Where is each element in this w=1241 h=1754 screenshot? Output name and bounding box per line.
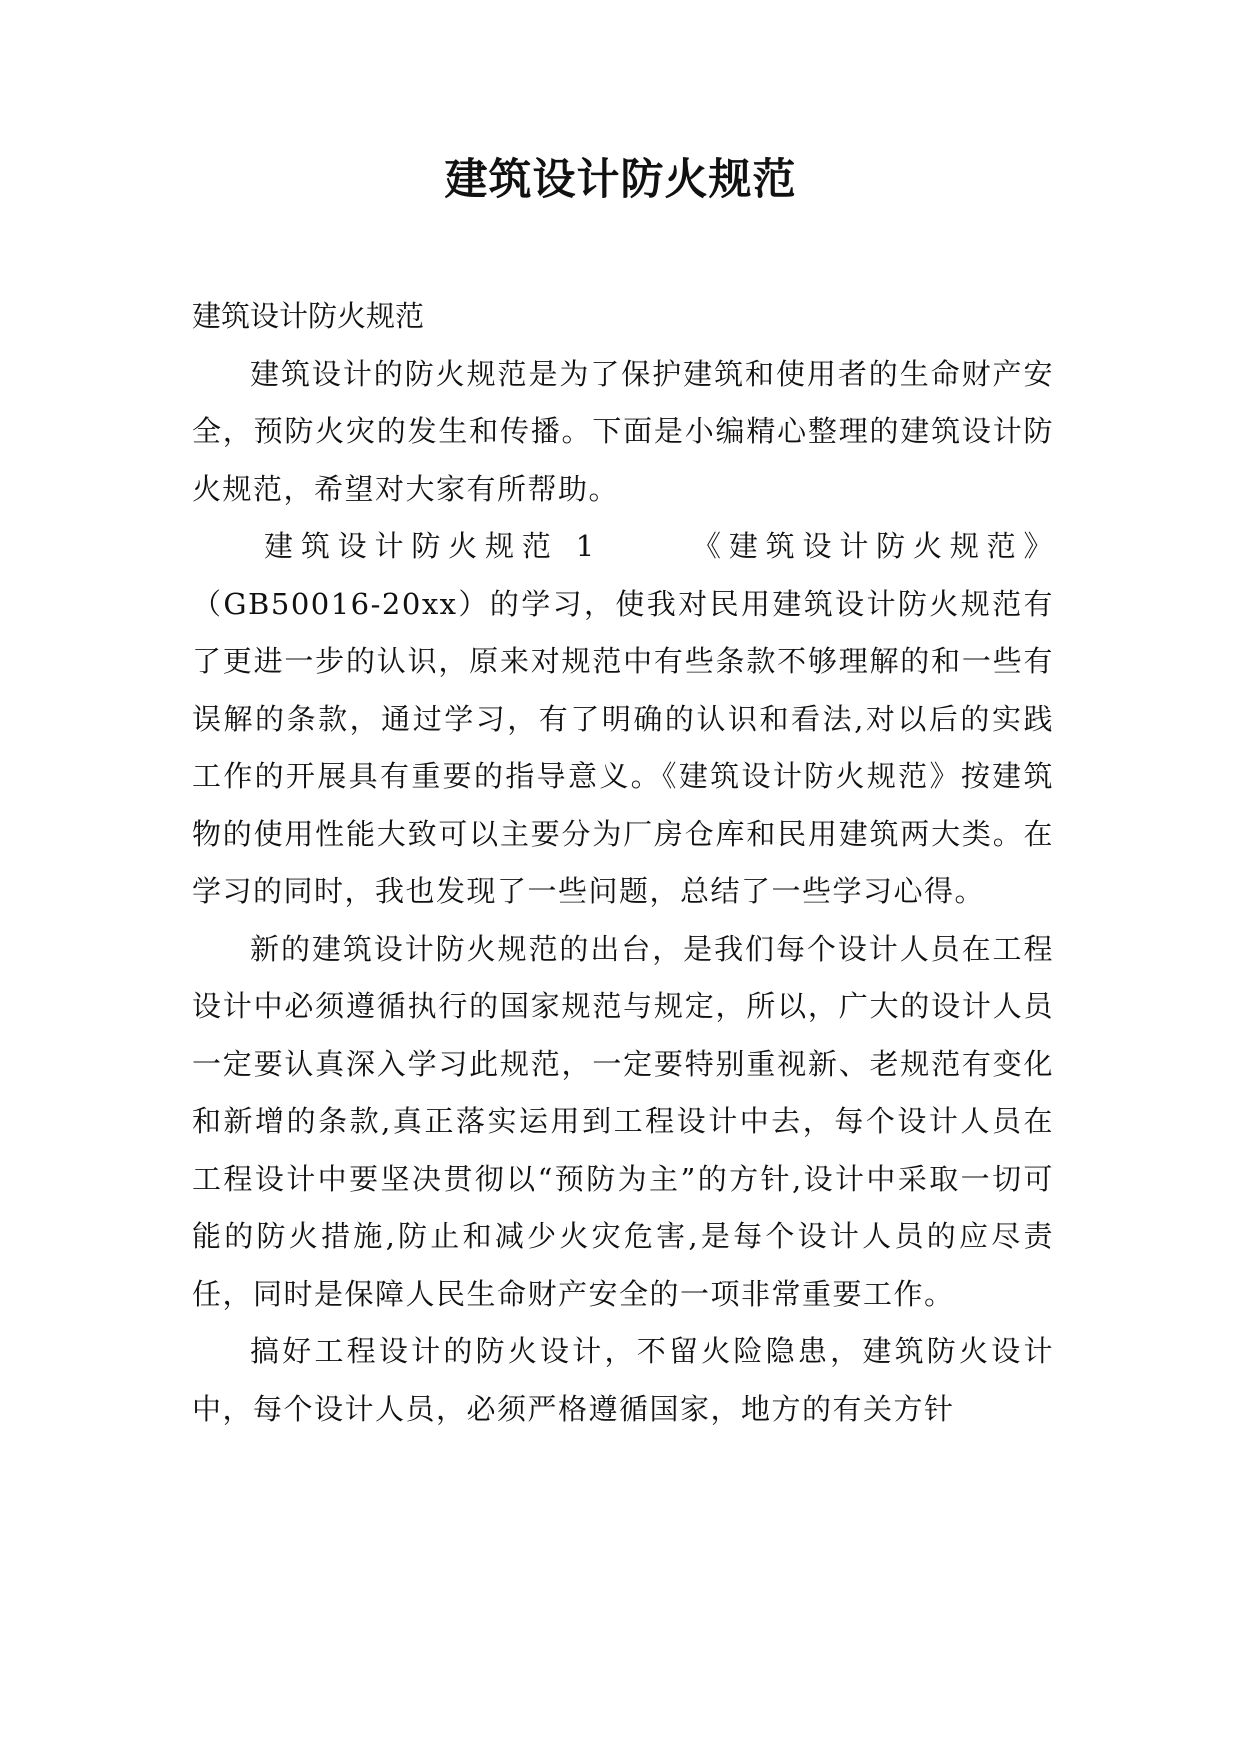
document-title: 建筑设计防火规范 bbox=[444, 155, 797, 205]
document-body bbox=[192, 288, 1054, 1438]
section-1-heading: 建筑设计防火规范 1 bbox=[264, 529, 596, 563]
body-paragraph-3: 搞好工程设计的防火设计，不留火险隐患，建筑防火设计中，每个设计人员，必须严格遵循国家，地方的有关方针 bbox=[192, 1334, 1054, 1426]
document-subtitle: 建筑设计防火规范 bbox=[192, 299, 425, 333]
section-1-text: 《建筑设计防火规范》（GB50016-20xx）的学习，使我对民用建筑设计防火规范有了更进一步的认识，原来对规范中有些条款不够理解的和一些有误解的条款，通过学习，有了明确的认识和看法,对以后的实践工作的开展具有重要的指导意义。《建筑设计防火规范》按建筑物的使用性能大致可以主要分为厂房仓库和民用建筑两大类。在学习的同时，我也发现了一些问题，总结了一些学习心得。 bbox=[192, 529, 1054, 908]
body-paragraph-2: 新的建筑设计防火规范的出台，是我们每个设计人员在工程设计中必须遵循执行的国家规范与规定，所以，广大的设计人员一定要认真深入学习此规范，一定要特别重视新、老规范有变化和新增的条款,真正落实运用到工程设计中去，每个设计人员在工程设计中要坚决贯彻以“预防为主”的方针,设计中采取一切可能的防火措施,防止和减少火灾危害,是每个设计人员的应尽责任，同时是保障人民生命财产安全的一项非常重要工作。 bbox=[192, 931, 1054, 1311]
section-1-paragraph bbox=[192, 518, 1054, 921]
intro-paragraph: 建筑设计的防火规范是为了保护建筑和使用者的生命财产安全，预防火灾的发生和传播。下面是小编精心整理的建筑设计防火规范，希望对大家有所帮助。 bbox=[192, 356, 1054, 506]
